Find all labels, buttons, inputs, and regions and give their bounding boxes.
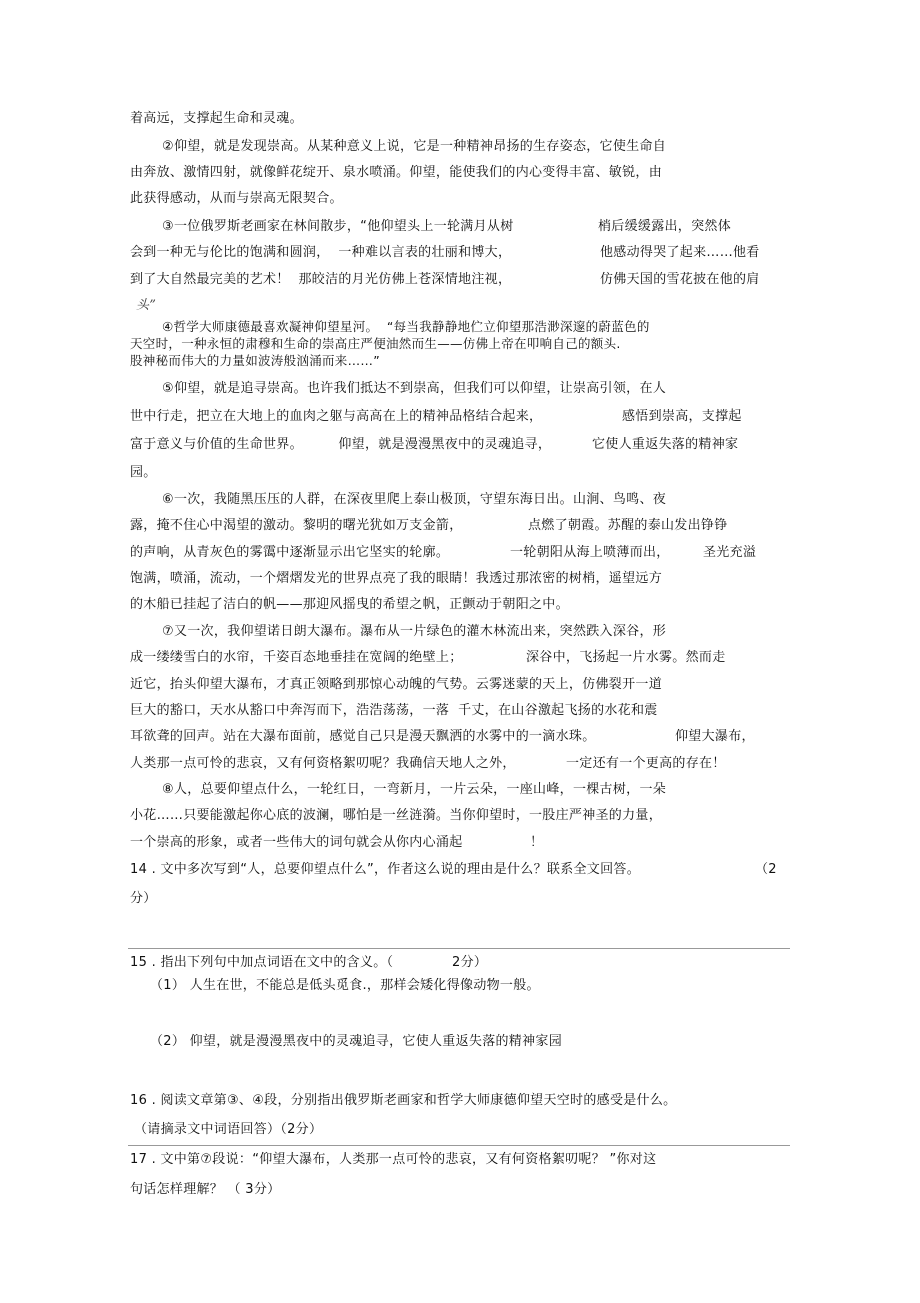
passage-line: 由奔放、激情四射，就像鲜花绽开、泉水喷涌。仰望，能使我们的内心变得丰富、敏锐，由 — [130, 165, 663, 180]
passage-line: 巨大的豁口，天水从豁口中奔泻而下，浩浩荡荡，一落 千丈，在山谷激起飞扬的水花和震 — [130, 703, 658, 718]
passage-line: 小花……只要能激起你心底的波澜，哪怕是一丝涟漪。当你仰望时，一股庄严神圣的力量， — [130, 808, 663, 823]
passage-line: ⑤仰望，就是追寻崇高。也许我们抵达不到崇高，但我们可以仰望，让崇高引领，在人 — [162, 381, 667, 396]
answer-line — [128, 948, 790, 949]
answer-line — [128, 1145, 790, 1146]
text-segment: ③一位俄罗斯老画家在林间散步，“他仰望头上一轮满月从树 — [162, 219, 514, 234]
question-text: 15 . 指出下列句中加点词语在文中的含义。（ — [130, 955, 394, 970]
question-item: （1） 人生在世，不能总是低头觅食.，那样会矮化得像动物一般。 — [150, 978, 540, 993]
text-segment: 感悟到崇高，支撑起 — [622, 409, 742, 424]
text-segment: 仰望大瀑布， — [675, 729, 755, 744]
passage-line: ⑧人，总要仰望点什么，一轮红日，一弯新月，一片云朵，一座山峰，一棵古树，一朵 — [162, 782, 667, 797]
text-segment: 露，掩不住心中渴望的激动。黎明的曙光犹如万支金箭， — [130, 518, 463, 533]
passage-line: 饱满，喷涌，流动，一个熠熠发光的世界点亮了我的眼睛！我透过那浓密的树梢，遥望远方 — [130, 571, 663, 586]
passage-line: 近它，抬头仰望大瀑布，才真正领略到那惊心动魄的气势。云雾迷蒙的天上，仿佛裂开一道 — [130, 677, 663, 692]
text-segment: ！ — [530, 835, 544, 850]
question-17-cont: 句话怎样理解？ （ 3分） — [130, 1182, 281, 1197]
text-segment: 它使人重返失落的精神家 — [592, 437, 739, 452]
question-score: 分） — [130, 891, 157, 906]
text-segment: 深谷中，飞扬起一片水雾。然而走 — [526, 650, 726, 665]
passage-line: ⑥一次，我随黑压压的人群，在深夜里爬上泰山极顶，守望东海日出。山涧、鸟鸣、夜 — [162, 492, 667, 507]
passage-line: 头” — [136, 298, 157, 313]
passage-line: 园。 — [130, 465, 157, 480]
text-segment: 一个崇高的形象，或者一些伟大的词句就会从你内心涌起 — [130, 835, 463, 850]
question-note: （请摘录文中词语回答）（2分） — [134, 1122, 323, 1137]
text-segment: 圣光充溢 — [703, 545, 757, 560]
text-segment: 一轮朝阳从海上喷薄而出， — [510, 545, 670, 560]
text-segment: 成一缕缕雪白的水帘，千姿百态地垂挂在宽阔的绝壁上； — [130, 650, 463, 665]
passage-line: 股神秘而伟大的力量如波涛般汹涌而来……” — [130, 353, 380, 368]
passage-line: ④哲学大师康德最喜欢凝神仰望星河。 “每当我静静地伫立仰望那浩渺深邃的蔚蓝色的 — [162, 319, 650, 334]
passage-line: 此获得感动，从而与崇高无限契合。 — [130, 191, 343, 206]
text-segment: 富于意义与价值的生命世界。 仰望，就是漫漫黑夜中的灵魂追寻， — [130, 437, 552, 452]
question-text: 14 . 文中多次写到“人，总要仰望点什么”，作者这么说的理由是什么？联系全文回答。 — [130, 862, 641, 877]
question-item: （2） 仰望，就是漫漫黑夜中的灵魂追寻，它使人重返失落的精神家园 — [150, 1034, 563, 1049]
question-score: （2 — [755, 862, 777, 877]
text-segment: 到了大自然最完美的艺术！ 那皎洁的月光仿佛上苍深情地注视， — [130, 272, 512, 287]
passage-line: 天空时，一种永恒的肃穆和生命的崇高庄严便油然而生——仿佛上帝在叩响自己的额头. — [130, 336, 621, 351]
text-segment: 梢后缓缓露出，突然体 — [598, 219, 732, 234]
text-segment: 他感动得哭了起来……他看 — [600, 245, 760, 260]
question-score: 2分） — [452, 955, 488, 970]
passage-line: ⑦又一次，我仰望诺日朗大瀑布。瀑布从一片绿色的灌木林流出来，突然跌入深谷，形 — [162, 624, 667, 639]
passage-line: 的木船已挂起了洁白的帆——那迎风摇曳的希望之帆，正颤动于朝阳之中。 — [130, 597, 569, 612]
text-segment: 的声响，从青灰色的雾霭中逐渐显示出它坚实的轮廓。 — [130, 545, 450, 560]
passage-line: ②仰望，就是发现崇高。从某种意义上说，它是一种精神昂扬的生存姿态，它使生命自 — [162, 139, 667, 154]
text-segment: 会到一种无与伦比的饱满和圆润， 一种难以言表的壮丽和博大， — [130, 245, 512, 260]
text-segment: 一定还有一个更高的存在！ — [566, 756, 726, 771]
question-16: 16 . 阅读文章第③、④段，分别指出俄罗斯老画家和哲学大师康德仰望天空时的感受是什么。 — [130, 1093, 677, 1108]
text-segment: 仿佛天国的雪花披在他的肩 — [600, 272, 760, 287]
question-17: 17 . 文中第⑦段说：“仰望大瀑布，人类那一点可怜的悲哀，又有何资格絮叨呢？ ”你对这 — [130, 1152, 657, 1167]
text-segment: 耳欲聋的回声。站在大瀑布面前，感觉自己只是漫天飘洒的水雾中的一滴水珠。 — [130, 729, 596, 744]
passage-line: 着高远，支撑起生命和灵魂。 — [130, 111, 303, 126]
text-segment: 世中行走，把立在大地上的血肉之躯与高高在上的精神品格结合起来， — [130, 409, 543, 424]
text-segment: 点燃了朝霞。苏醒的泰山发出铮铮 — [528, 518, 728, 533]
text-segment: 人类那一点可怜的悲哀，又有何资格絮叨呢？我确信天地人之外， — [130, 756, 516, 771]
